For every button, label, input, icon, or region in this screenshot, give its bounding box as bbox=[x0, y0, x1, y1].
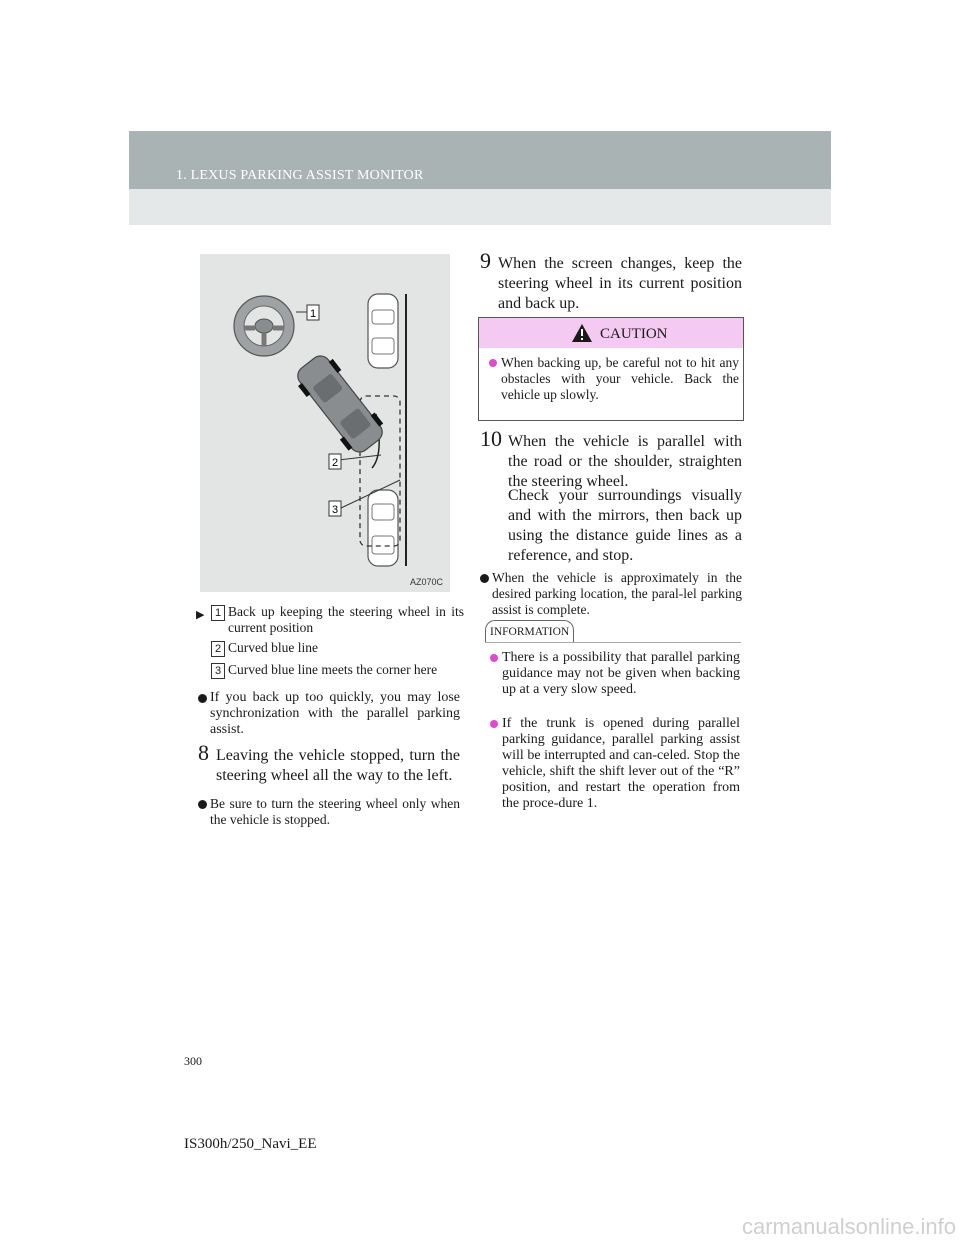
caution-header bbox=[479, 318, 743, 348]
parking-illustration bbox=[200, 254, 450, 592]
bullet-dot-icon bbox=[490, 654, 498, 662]
information-text: There is a possibility that parallel parking guidance may not be given when backing up at a very slow speed. bbox=[502, 650, 740, 697]
bullet-dot-icon bbox=[480, 574, 489, 583]
document-id: IS300h/250_Navi_EE bbox=[184, 1136, 317, 1152]
bullet-dot-icon bbox=[489, 359, 497, 367]
caution-label: CAUTION bbox=[600, 326, 668, 342]
legend-number: 2 bbox=[211, 641, 225, 657]
information-divider bbox=[485, 642, 741, 643]
warning-icon bbox=[571, 323, 593, 343]
parked-car-front bbox=[368, 294, 398, 368]
legend-text: Back up keeping the steering wheel in its current position bbox=[228, 604, 464, 635]
step-number: 10 bbox=[480, 426, 502, 451]
step-text: When the vehicle is parallel with the road or the shoulder, straighten the steering wheel. bbox=[508, 433, 742, 490]
bullet-text: If you back up too quickly, you may lose synchronization with the parallel parking assist. bbox=[210, 690, 460, 737]
figure-code: AZ070C bbox=[409, 577, 443, 587]
caution-text: When backing up, be careful not to hit any obstacles with your vehicle. Back the vehicle up slowly. bbox=[501, 355, 739, 402]
step-text: Leaving the vehicle stopped, turn the steering wheel all the way to the left. bbox=[216, 747, 460, 784]
step-number: 8 bbox=[198, 740, 209, 765]
bullet-text: When the vehicle is approximately in the desired parking location, the paral-lel parking assist is complete. bbox=[492, 570, 742, 617]
legend-number: 1 bbox=[211, 605, 225, 621]
bullet-dot-icon bbox=[198, 694, 207, 703]
parked-car-rear bbox=[368, 490, 398, 566]
information-text: If the trunk is opened during parallel parking guidance, parallel parking assist will be interrupted and can-celed. Stop the vehicle, shift the shift lever out of the “R” position, and restart the operation from the proce-dure 1. bbox=[502, 716, 740, 811]
legend-text: Curved blue line bbox=[228, 640, 318, 655]
bullet-dot-icon bbox=[198, 800, 207, 809]
callout-2-label: 2 bbox=[331, 457, 339, 469]
step-text: When the screen changes, keep the steering wheel in its current position and back up. bbox=[498, 255, 742, 312]
caution-box bbox=[478, 317, 744, 421]
steering-wheel-icon bbox=[234, 296, 294, 356]
header-subband bbox=[129, 189, 831, 225]
page-number: 300 bbox=[184, 1054, 202, 1068]
legend-number: 3 bbox=[211, 663, 225, 679]
step-text-continued: Check your surroundings visually and with the mirrors, then back up using the distance guide lines as a reference, and stop. bbox=[508, 487, 742, 564]
step-number: 9 bbox=[480, 248, 491, 273]
legend-text: Curved blue line meets the corner here bbox=[228, 662, 438, 677]
callout-1-label: 1 bbox=[309, 308, 317, 320]
bullet-dot-icon bbox=[490, 720, 498, 728]
play-arrow-icon: ▶ bbox=[196, 609, 205, 621]
callout-3-label: 3 bbox=[331, 504, 339, 516]
parking-diagram bbox=[200, 254, 450, 592]
bullet-text: Be sure to turn the steering wheel only when the vehicle is stopped. bbox=[210, 796, 460, 827]
section-title: 1. LEXUS PARKING ASSIST MONITOR bbox=[176, 168, 424, 183]
information-tab: INFORMATION bbox=[485, 620, 574, 643]
watermark: carmanualsonline.info bbox=[741, 1214, 956, 1239]
